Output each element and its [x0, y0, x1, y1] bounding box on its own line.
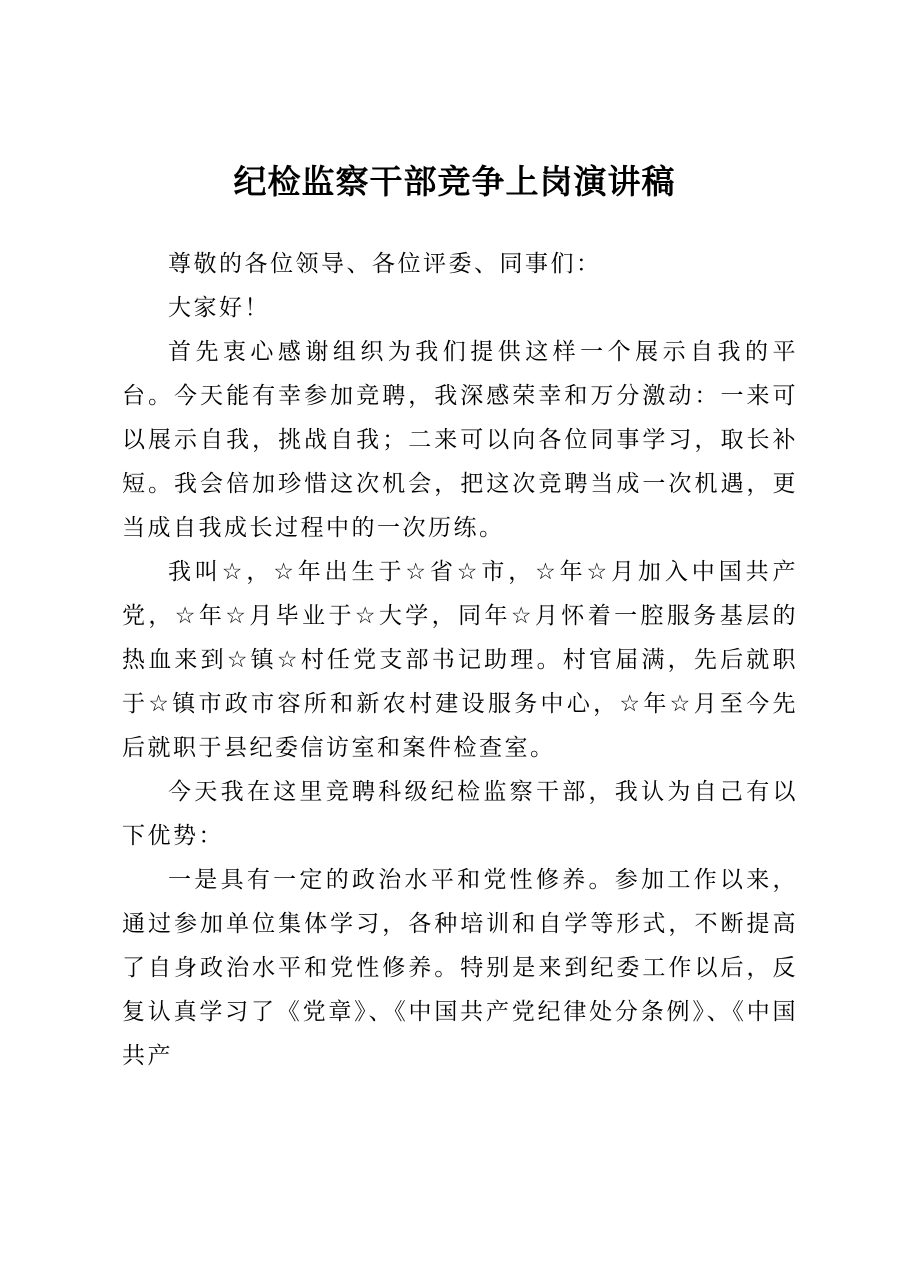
document-body	[122, 242, 798, 1078]
document-title: 纪检监察干部竞争上岗演讲稿	[233, 162, 676, 201]
paragraph-greeting: 尊敬的各位领导、各位评委、同事们：	[168, 251, 602, 277]
paragraph-thanks: 首先衷心感谢组织为我们提供这样一个展示自我的平台。今天能有幸参加竞聘，我深感荣幸和万分激动：一来可以展示自我，挑战自我；二来可以向各位同事学习，取长补短。我会倍加珍惜这次机会，把这次竞聘当成一次机遇，更当成自我成长过程中的一次历练。	[122, 339, 798, 541]
paragraph-advantages-intro: 今天我在这里竞聘科级纪检监察干部，我认为自己有以下优势：	[122, 779, 798, 849]
paragraph-introduction: 我叫☆，☆年出生于☆省☆市，☆年☆月加入中国共产党，☆年☆月毕业于☆大学，同年☆月怀着一腔服务基层的热血来到☆镇☆村任党支部书记助理。村官届满，先后就职于☆镇市政市容所和新农村建设服务中心，☆年☆月至今先后就职于县纪委信访室和案件检查室。	[122, 559, 798, 761]
paragraph-advantage-one: 一是具有一定的政治水平和党性修养。参加工作以来，通过参加单位集体学习，各种培训和自学等形式，不断提高了自身政治水平和党性修养。特别是来到纪委工作以后，反复认真学习了《党章》、《中国共产党纪律处分条例》、《中国共产	[122, 867, 798, 1069]
paragraph-hello: 大家好！	[168, 295, 270, 321]
